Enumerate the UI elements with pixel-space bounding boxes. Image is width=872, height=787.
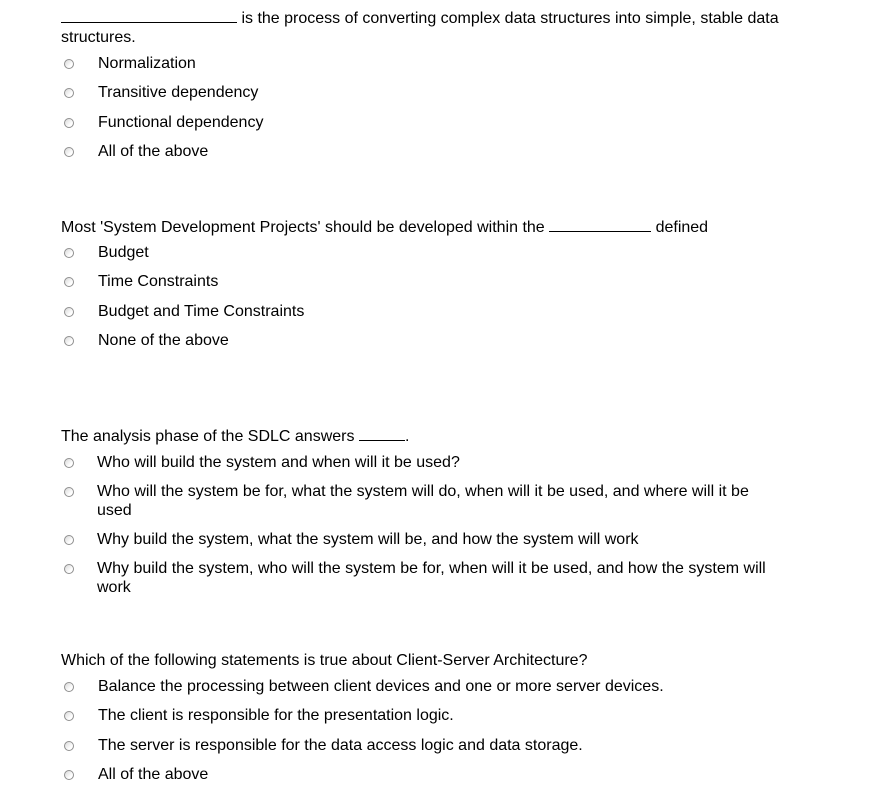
question-3-prompt-end: . xyxy=(404,428,410,445)
option-label: Normalization xyxy=(98,55,196,72)
question-1 xyxy=(61,8,811,160)
option-label: Why build the system, what the system will be, and how the system will work xyxy=(97,531,639,548)
option-label: None of the above xyxy=(98,332,229,349)
fill-in-blank xyxy=(359,426,405,441)
radio-button[interactable] xyxy=(64,741,74,751)
option-label: Who will the system be for, what the system will do, when will it be used, and where will it be used xyxy=(97,483,749,519)
option-label: Budget xyxy=(98,244,149,261)
radio-button[interactable] xyxy=(64,682,74,692)
radio-button[interactable] xyxy=(64,248,74,258)
question-2-prompt xyxy=(61,217,811,237)
radio-button[interactable] xyxy=(64,336,74,346)
question-1-prompt-text: is the process of converting complex data structures into simple, stable data structures. xyxy=(61,10,779,46)
radio-button[interactable] xyxy=(64,487,74,497)
option-label: All of the above xyxy=(98,766,209,783)
option-label: The server is responsible for the data access logic and data storage. xyxy=(98,737,583,754)
question-3 xyxy=(61,426,811,596)
question-4 xyxy=(61,651,811,783)
option-label: All of the above xyxy=(98,143,209,160)
option-label: Balance the processing between client devices and one or more server devices. xyxy=(98,678,664,695)
option-label: Who will build the system and when will it be used? xyxy=(97,454,460,471)
radio-button[interactable] xyxy=(64,88,74,98)
question-4-prompt: Which of the following statements is true about Client-Server Architecture? xyxy=(61,652,588,669)
radio-button[interactable] xyxy=(64,59,74,69)
radio-button[interactable] xyxy=(64,564,74,574)
radio-button[interactable] xyxy=(64,118,74,128)
question-1-prompt xyxy=(61,8,811,47)
option-label: Transitive dependency xyxy=(98,84,259,101)
radio-button[interactable] xyxy=(64,770,74,780)
option-label: Why build the system, who will the system be for, when will it be used, and how the system will work xyxy=(97,560,766,596)
radio-button[interactable] xyxy=(64,711,74,721)
radio-button[interactable] xyxy=(64,147,74,157)
radio-button[interactable] xyxy=(64,307,74,317)
question-2-prompt-start: Most 'System Development Projects' should be developed within the xyxy=(61,219,550,236)
radio-button[interactable] xyxy=(64,535,74,545)
fill-in-blank xyxy=(549,217,651,232)
question-2-prompt-end: defined xyxy=(651,219,709,236)
option-label: Time Constraints xyxy=(98,273,219,290)
option-label: Functional dependency xyxy=(98,114,264,131)
question-2 xyxy=(61,217,811,349)
fill-in-blank xyxy=(61,8,237,23)
option-label: Budget and Time Constraints xyxy=(98,303,305,320)
question-3-prompt-start: The analysis phase of the SDLC answers xyxy=(61,428,359,445)
radio-button[interactable] xyxy=(64,277,74,287)
question-3-prompt xyxy=(61,426,811,446)
option-label: The client is responsible for the presentation logic. xyxy=(98,707,454,724)
radio-button[interactable] xyxy=(64,458,74,468)
